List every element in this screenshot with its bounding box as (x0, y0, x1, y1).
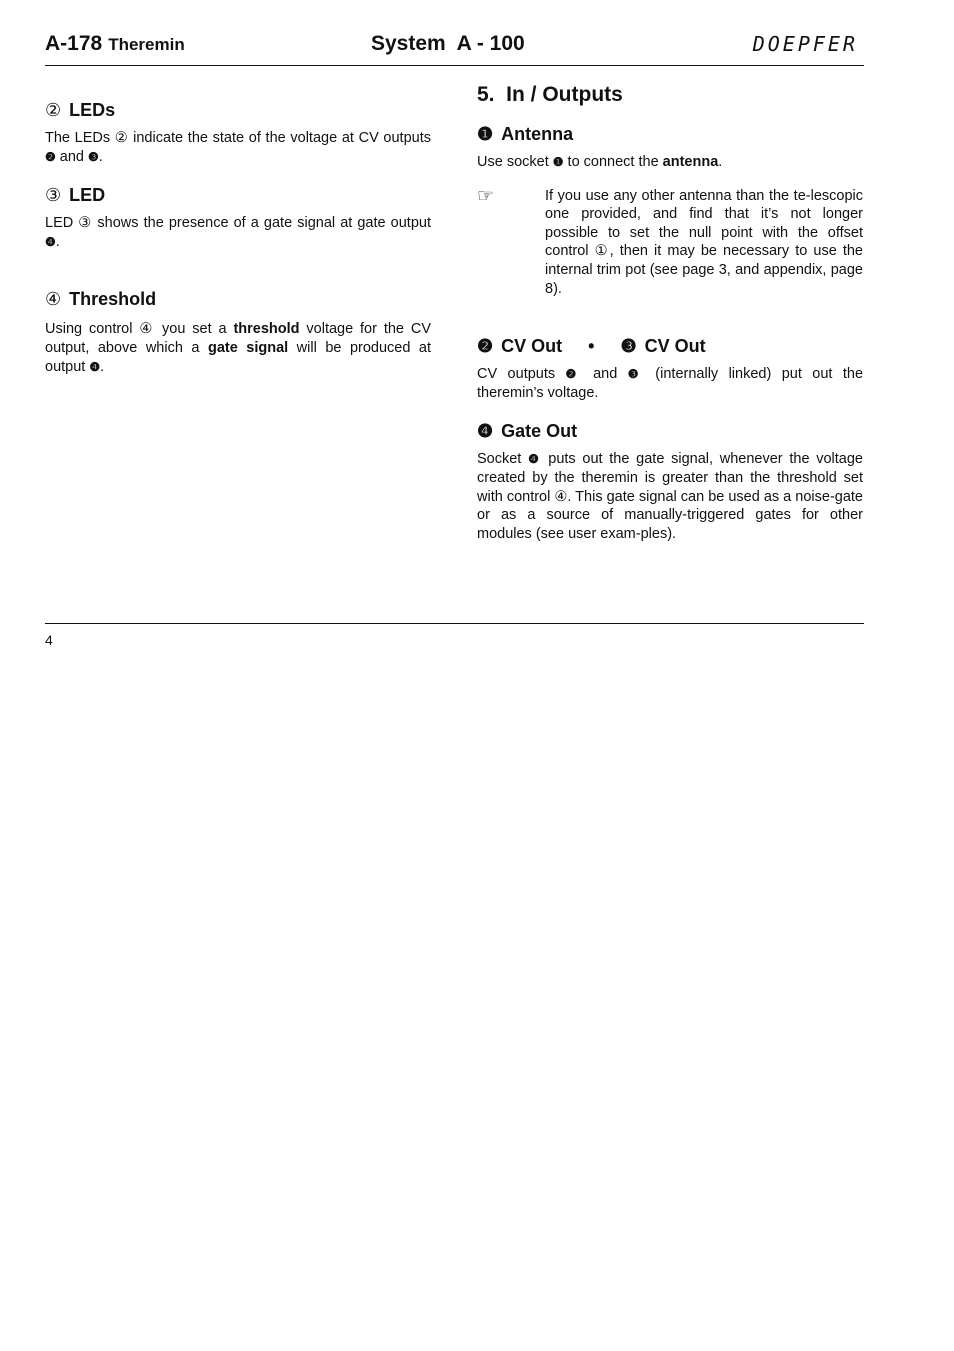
leds-paragraph (45, 129, 431, 166)
antenna-bold: antenna (662, 154, 719, 170)
threshold-text-1: Using control ④ you set a (45, 321, 234, 338)
gate-out-number: ❹ (477, 421, 494, 442)
antenna-text-2: to connect the (563, 154, 663, 170)
output-3-marker: ❸ (88, 149, 99, 164)
leds-text-2: and (55, 148, 89, 165)
module-number: A-178 (45, 32, 103, 55)
gate-out-text-1: Socket (477, 451, 529, 468)
output-3-marker: ❸ (627, 367, 645, 382)
cv-out-2-number: ❷ (477, 336, 494, 357)
left-column (45, 80, 431, 376)
antenna-number: ❶ (477, 124, 494, 144)
section-cv-out (477, 336, 863, 402)
output-2-marker: ❷ (565, 367, 583, 382)
gate-out-title: Gate Out (501, 421, 578, 442)
cv-out-text-2: and (582, 366, 628, 383)
threshold-heading (45, 289, 431, 310)
leds-number: ② (45, 100, 62, 120)
gate-out-paragraph (477, 450, 863, 543)
cv-out-text-1: CV outputs (477, 366, 566, 383)
antenna-note-text: If you use any other antenna than the te-lescopic one provided, and find that it’s not longer possible to set the null point with the offset control ①, then it may be necessary to use the internal trim pot (see page 3, and appendix, page 8). (545, 187, 863, 297)
threshold-text-3: will be produced at output (45, 339, 431, 375)
led-text-2: . (55, 233, 60, 250)
system-title: System A - 100 (371, 32, 525, 55)
gate-signal-bold: gate signal (207, 339, 289, 356)
leds-title: LEDs (69, 100, 116, 120)
threshold-title: Threshold (69, 289, 157, 310)
threshold-text-4: . (100, 358, 105, 375)
section-antenna (477, 124, 863, 298)
threshold-paragraph (45, 320, 431, 376)
section-gate-out (477, 421, 863, 543)
output-2-marker: ❷ (45, 149, 56, 164)
threshold-bold: threshold (233, 321, 300, 338)
socket-4-marker: ❹ (528, 452, 542, 467)
cv-out-2-title: CV Out (501, 336, 563, 357)
led-title: LED (69, 185, 106, 206)
antenna-heading (477, 124, 863, 145)
led-number: ③ (45, 185, 62, 206)
threshold-number: ④ (45, 289, 62, 310)
gate-out-text-2: puts out the gate signal, whenever the voltage created by the theremin is greater than the threshold set with control ④. This gate signal can be used as a noise-gate or as a source of manually-triggered gates for other modules (see user exam-ples). (477, 451, 864, 542)
section-heading-in-outputs: 5. In / Outputs (477, 83, 623, 106)
output-4-marker: ❹ (89, 359, 101, 374)
led-heading (45, 185, 431, 206)
heading-separator: • (588, 336, 595, 357)
leds-text-1: The LEDs ② indicate the state of the voltage at CV outputs (45, 130, 431, 146)
threshold-text-2: voltage for the CV output, above which a (45, 321, 431, 356)
antenna-text-3: . (718, 154, 723, 170)
footer-divider (45, 623, 864, 624)
socket-1-marker: ❶ (552, 155, 564, 169)
page-header (45, 28, 864, 66)
module-title (45, 32, 185, 56)
page-number: 4 (45, 632, 53, 648)
led-text-1: LED ③ shows the presence of a gate signal at gate output (45, 215, 431, 232)
cv-out-paragraph (477, 365, 863, 402)
cv-out-text-3: (internally linked) put out the theremin’s voltage. (477, 366, 864, 401)
section-leds (45, 100, 431, 166)
leds-heading (45, 100, 431, 121)
antenna-note (477, 187, 863, 299)
output-4-marker: ❹ (45, 234, 56, 249)
module-name: Theremin (108, 35, 185, 54)
cv-out-3-number: ❸ (620, 336, 637, 357)
section-threshold (45, 289, 431, 376)
antenna-text-1: Use socket (477, 154, 553, 170)
brand-logo: DOEPFER (752, 32, 858, 56)
header-divider (45, 65, 864, 66)
cv-out-heading (477, 336, 863, 357)
section-led (45, 185, 431, 251)
leds-text-3: . (98, 148, 103, 165)
led-paragraph (45, 214, 431, 251)
gate-out-heading (477, 421, 863, 442)
cv-out-3-title: CV Out (644, 336, 706, 357)
right-column (477, 80, 863, 543)
antenna-title: Antenna (501, 124, 574, 144)
antenna-paragraph (477, 153, 863, 172)
hand-pointing-icon: ☞ (477, 185, 495, 207)
